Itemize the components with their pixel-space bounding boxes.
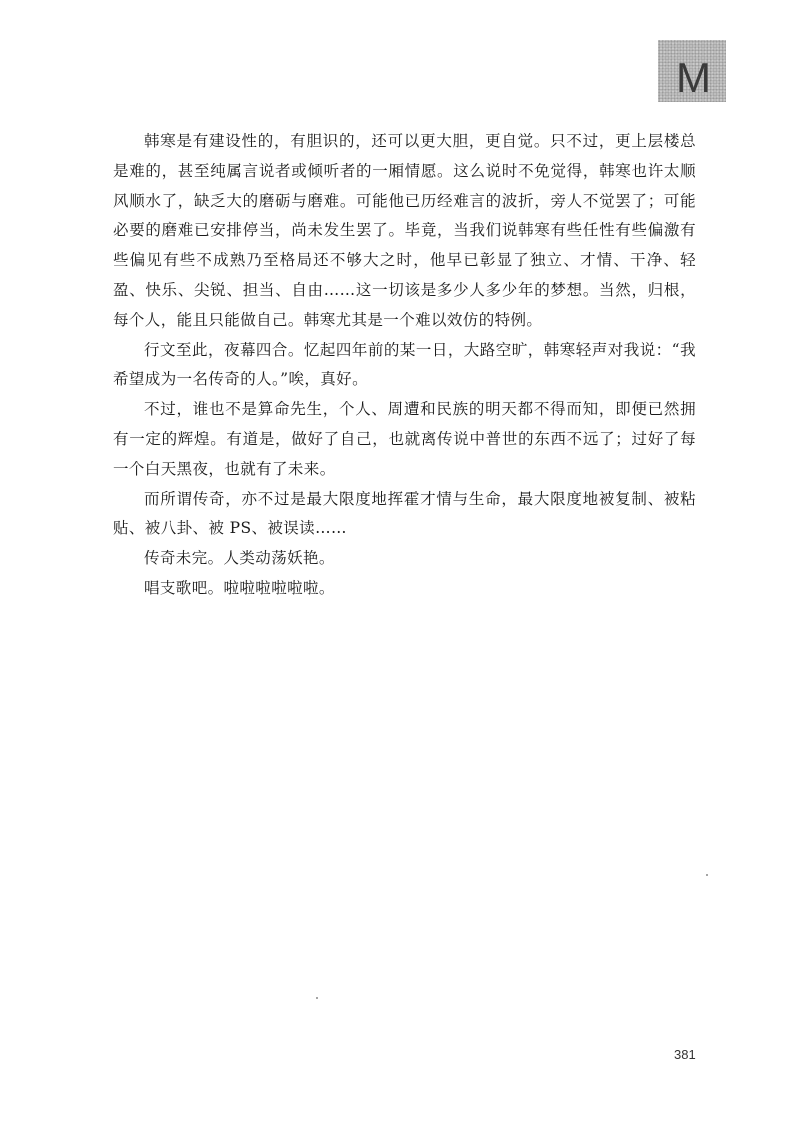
paragraph: 而所谓传奇，亦不过是最大限度地挥霍才情与生命，最大限度地被复制、被粘贴、被八卦、被 PS、被误读…… bbox=[113, 489, 696, 538]
paragraph: 行文至此，夜幕四合。忆起四年前的某一日，大路空旷，韩寒轻声对我说：“我希望成为一名传奇的人。”唉，真好。 bbox=[113, 340, 696, 389]
scan-speck bbox=[316, 997, 318, 999]
paragraph: 韩寒是有建设性的，有胆识的，还可以更大胆，更自觉。只不过，更上层楼总是难的，甚至纯属言说者或倾听者的一厢情愿。这么说时不免觉得，韩寒也许太顺风顺水了，缺乏大的磨砺与磨难。可能他已历经难言的波折，旁人不觉罢了；可能必要的磨难已安排停当，尚未发生罢了。毕竟，当我们说韩寒有些任性有些偏激有些偏见有些不成熟乃至格局还不够大之时，他早已彰显了独立、才情、干净、轻盈、快乐、尖锐、担当、自由……这一切该是多少人多少年的梦想。当然，归根，每个人，能且只能做自己。韩寒尤其是一个难以效仿的特例。 bbox=[113, 132, 696, 329]
paragraph: 唱支歌吧。啦啦啦啦啦啦。 bbox=[144, 578, 335, 597]
body-text bbox=[113, 127, 696, 604]
paragraph: 不过，谁也不是算命先生，个人、周遭和民族的明天都不得而知，即便已然拥有一定的辉煌。有道是，做好了自己，也就离传说中普世的东西不远了；过好了每一个白天黑夜，也就有了未来。 bbox=[113, 400, 696, 478]
page-number: 381 bbox=[674, 1047, 696, 1062]
paragraph: 传奇未完。人类动荡妖艳。 bbox=[144, 549, 335, 568]
chapter-letter: M bbox=[676, 54, 711, 101]
scan-speck bbox=[706, 874, 708, 876]
chapter-index-tab bbox=[658, 40, 726, 102]
